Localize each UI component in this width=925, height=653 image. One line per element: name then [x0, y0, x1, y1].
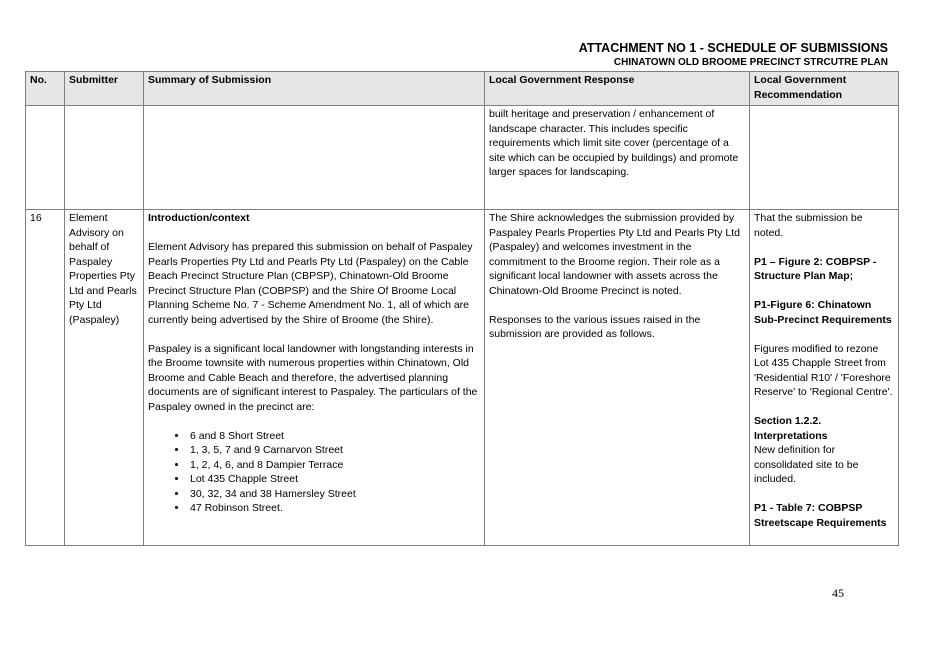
- page-number: 45: [832, 586, 844, 600]
- continued-response-cell: [485, 106, 750, 210]
- summary-paragraph-1: Element Advisory has prepared this submission on behalf of Paspaley Pearls Properties Pty Ltd and Pearls Pty Ltd (Paspaley) on the Cable Beach Precinct Structure Plan (CBPSP), Chinatown-Old Broome Precinct Structure Plan (COBPSP) and the Shire Of Broome Local Planning Scheme No. 7 - Scheme Amendment No. 1, all of which are currently being advertised by the Shire of Broome (the Shire).: [148, 241, 473, 326]
- summary-paragraph-2: Paspaley is a significant local landowner with longstanding interests in the Broome townsite with numerous properties within Chinatown, Old Broome and Cable Beach and therefore, the advertised planning documents are of significant interest to Paspaley. The particulars of the Paspaley owned in the precinct are:: [148, 342, 478, 413]
- row16-recommendation-cell: [750, 210, 899, 546]
- row16-no-cell: 16: [26, 210, 65, 546]
- continued-no-cell: [26, 106, 65, 210]
- property-list-item: • 30, 32, 34 and 38 Hamersley Street: [188, 487, 480, 502]
- row16-response-cell: [485, 210, 750, 546]
- header-submitter: Submitter: [65, 72, 144, 106]
- recommendation-paragraph-2: Figures modified to rezone Lot 435 Chapple Street from 'Residential R10' / 'Foreshore Reserve' to 'Regional Centre'.: [754, 342, 893, 398]
- recommendation-heading-1: P1 – Figure 2: COBPSP - Structure Plan Map;: [754, 255, 877, 282]
- property-list-item: • 6 and 8 Short Street: [188, 429, 480, 444]
- header-response: Local Government Response: [485, 72, 750, 106]
- response-paragraph-2: Responses to the various issues raised in the submission are provided as follows.: [489, 313, 701, 340]
- recommendation-heading-3: Section 1.2.2. Interpretations: [754, 415, 828, 442]
- table-row-continued: [26, 106, 899, 210]
- property-list-item: • 1, 3, 5, 7 and 9 Carnarvon Street: [188, 443, 480, 458]
- document-title: ATTACHMENT NO 1 - SCHEDULE OF SUBMISSIONS: [578, 41, 888, 55]
- property-list-item: • Lot 435 Chapple Street: [188, 472, 480, 487]
- header-no: No.: [26, 72, 65, 106]
- recommendation-paragraph-1: That the submission be noted.: [754, 212, 863, 239]
- header-recommendation: Local Government Recommendation: [750, 72, 899, 106]
- row16-summary-cell: [144, 210, 485, 546]
- property-list: [148, 429, 480, 516]
- page-header: [579, 41, 888, 69]
- response-paragraph-1: The Shire acknowledges the submission provided by Paspaley Pearls Properties Pty Ltd and Pearls Pty Ltd (Paspaley) and welcomes investment in the commitment to the Broome region. Their role as a significant local landowner with assets across the Chinatown-Old Broome Precinct is noted.: [489, 212, 740, 297]
- table-row-16: [26, 210, 899, 546]
- recommendation-paragraph-3: New definition for consolidated site to be included.: [754, 444, 859, 485]
- continued-summary-cell: [144, 106, 485, 210]
- header-summary: Summary of Submission: [144, 72, 485, 106]
- recommendation-heading-2: P1-Figure 6: Chinatown Sub-Precinct Requirements: [754, 299, 892, 326]
- continued-response-text: built heritage and preservation / enhancement of landscape character. This includes specific requirements which limit site cover (percentage of a site which can be occupied by buildings) and promote larger spaces for landscaping.: [489, 108, 739, 178]
- table-header-row: [26, 72, 899, 106]
- recommendation-heading-4: P1 - Table 7: COBPSP Streetscape Requirements: [754, 502, 887, 529]
- row16-submitter-cell: Element Advisory on behalf of Paspaley Properties Pty Ltd and Pearls Pty Ltd (Paspaley): [65, 210, 144, 546]
- continued-submitter-cell: [65, 106, 144, 210]
- property-list-item: • 47 Robinson Street.: [188, 501, 480, 516]
- document-subtitle: CHINATOWN OLD BROOME PRECINCT STRCUTRE PLAN: [613, 57, 888, 68]
- property-list-item: • 1, 2, 4, 6, and 8 Dampier Terrace: [188, 458, 480, 473]
- submissions-table: [25, 71, 899, 546]
- continued-recommendation-cell: [750, 106, 899, 210]
- summary-heading: Introduction/context: [148, 212, 250, 224]
